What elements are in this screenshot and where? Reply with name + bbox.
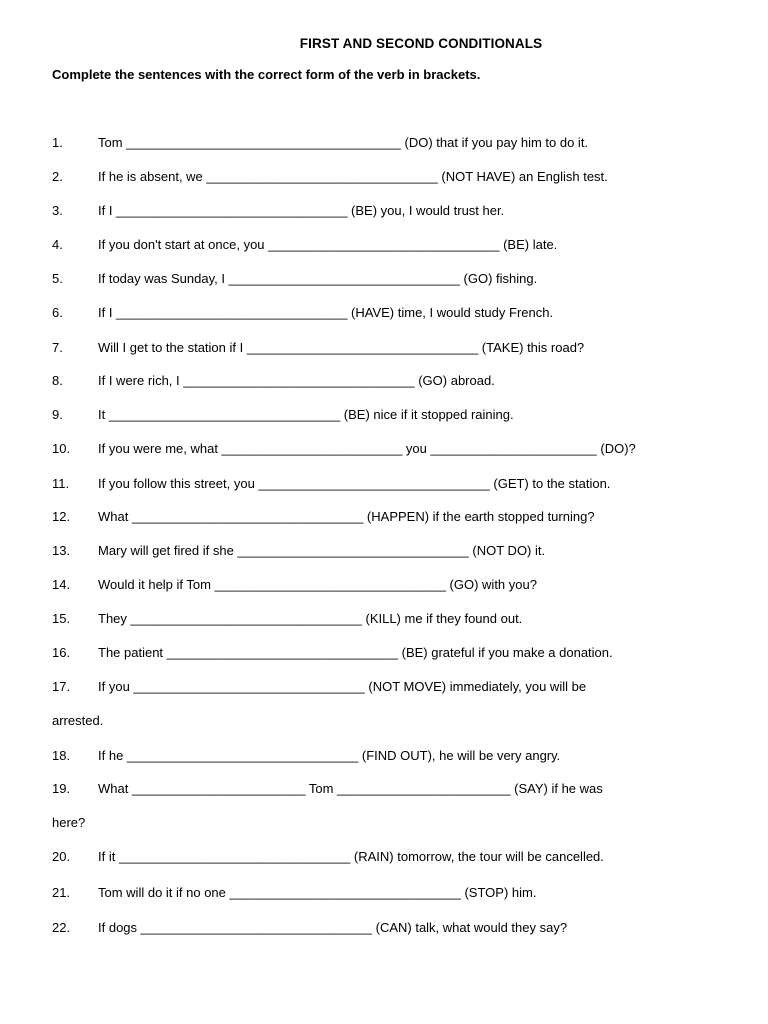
question-text: If you follow this street, you ________________________________ (GET) to the station.: [98, 476, 611, 491]
question-text: What ________________________________ (HAPPEN) if the earth stopped turning?: [98, 509, 595, 524]
question-text: Mary will get fired if she ________________________________ (NOT DO) it.: [98, 543, 546, 558]
question-number: 3.: [52, 203, 63, 218]
question-17-continuation: arrested.: [52, 713, 104, 728]
question-number: 4.: [52, 237, 63, 252]
question-text: They ________________________________ (KILL) me if they found out.: [98, 611, 523, 626]
question-text: If today was Sunday, I ________________________________ (GO) fishing.: [98, 271, 538, 286]
question-text: The patient ________________________________ (BE) grateful if you make a donation.: [98, 645, 613, 660]
page-title: FIRST AND SECOND CONDITIONALS: [299, 36, 543, 51]
instructions: Complete the sentences with the correct form of the verb in brackets.: [52, 67, 481, 82]
question-text: Will I get to the station if I ________________________________ (TAKE) this road?: [98, 340, 585, 355]
question-number: 16.: [52, 645, 71, 660]
question-number: 7.: [52, 340, 63, 355]
question-number: 14.: [52, 577, 71, 592]
question-text: If I ________________________________ (HAVE) time, I would study French.: [98, 305, 554, 320]
question-number: 8.: [52, 373, 63, 388]
question-text: If it ________________________________ (RAIN) tomorrow, the tour will be cancelled.: [98, 849, 604, 864]
question-number: 11.: [52, 476, 70, 491]
question-number: 13.: [52, 543, 71, 558]
question-number: 18.: [52, 748, 71, 763]
question-text: If he ________________________________ (FIND OUT), he will be very angry.: [98, 748, 561, 763]
question-number: 10.: [52, 441, 71, 456]
question-19-continuation: here?: [52, 815, 86, 830]
question-text: It ________________________________ (BE) nice if it stopped raining.: [98, 407, 514, 422]
question-number: 21.: [52, 885, 71, 900]
question-text: If you don't start at once, you ________________________________ (BE) late.: [98, 237, 558, 252]
question-text: If I were rich, I ________________________________ (GO) abroad.: [98, 373, 495, 388]
question-text: If you ________________________________ (NOT MOVE) immediately, you will be: [98, 679, 587, 694]
question-text: Would it help if Tom ________________________________ (GO) with you?: [98, 577, 537, 592]
question-text: Tom will do it if no one ________________________________ (STOP) him.: [98, 885, 537, 900]
question-text: If dogs ________________________________ (CAN) talk, what would they say?: [98, 920, 568, 935]
question-text: If I ________________________________ (BE) you, I would trust her.: [98, 203, 505, 218]
question-number: 2.: [52, 169, 63, 184]
question-text: What ________________________ Tom ________________________ (SAY) if he was: [98, 781, 603, 796]
question-number: 17.: [52, 679, 71, 694]
question-text: If you were me, what _________________________ you _______________________ (DO)?: [98, 441, 636, 456]
question-number: 15.: [52, 611, 71, 626]
question-number: 20.: [52, 849, 71, 864]
question-number: 6.: [52, 305, 63, 320]
question-number: 1.: [52, 135, 63, 150]
question-number: 5.: [52, 271, 63, 286]
question-number: 19.: [52, 781, 71, 796]
question-text: If he is absent, we ________________________________ (NOT HAVE) an English test.: [98, 169, 608, 184]
question-text: Tom ______________________________________ (DO) that if you pay him to do it.: [98, 135, 589, 150]
question-number: 22.: [52, 920, 71, 935]
question-number: 9.: [52, 407, 63, 422]
question-number: 12.: [52, 509, 71, 524]
